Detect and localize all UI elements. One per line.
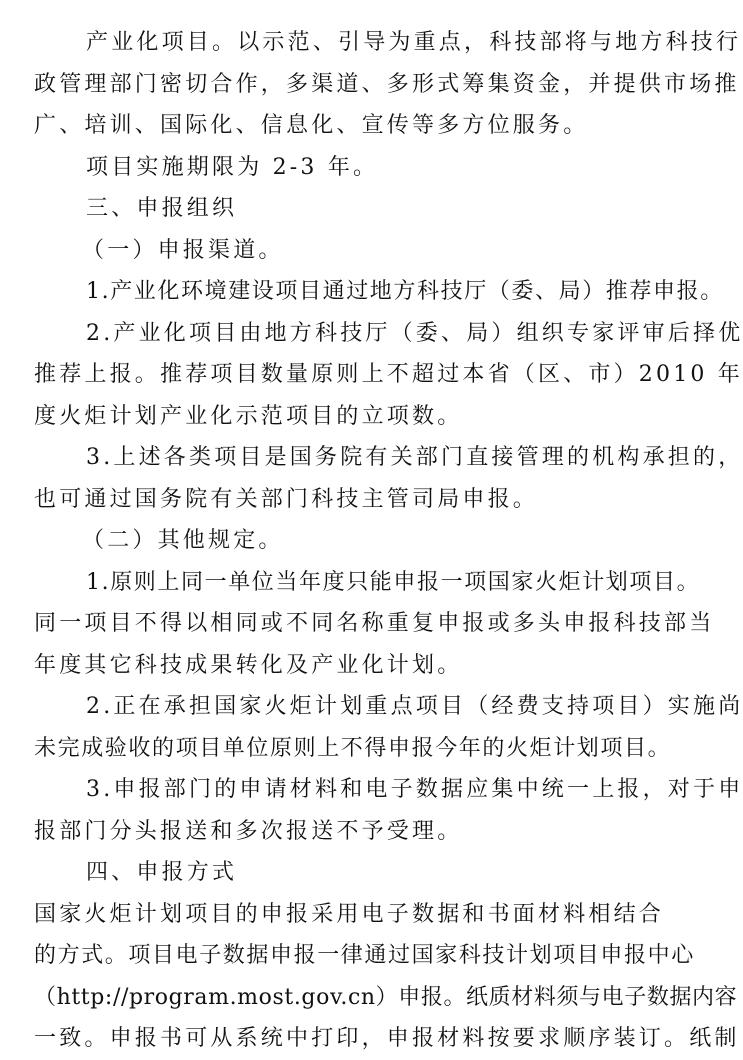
paragraph-line: 1.产业化环境建设项目通过地方科技厅（委、局）推荐申报。 — [86, 279, 724, 304]
paragraph-line-with-url: （http://program.most.gov.cn）申报。纸质材料须与电子数据内容 — [34, 984, 738, 1010]
paragraph-line: 的方式。项目电子数据申报一律通过国家科技计划项目申报中心 — [34, 943, 695, 968]
section-heading: 三、申报组织 — [86, 196, 238, 221]
paragraph-line: 1.原则上同一单位当年度只能申报一项国家火炬计划项目。 — [86, 569, 701, 595]
paragraph-line: 一致。申报书可从系统中打印，申报材料按要求顺序装订。纸制 — [34, 1026, 740, 1051]
paragraph-line: 2.正在承担国家火炬计划重点项目（经费支持项目）实施尚 — [86, 694, 743, 719]
subsection-heading: （二）其他规定。 — [82, 528, 284, 553]
paragraph-line: 产业化项目。以示范、引导为重点，科技部将与地方科技行 — [86, 30, 742, 55]
paragraph-line: 报部门分头报送和多次报送不予受理。 — [34, 818, 463, 844]
paragraph-line: 也可通过国务院有关部门科技主管司局申报。 — [34, 486, 539, 512]
paragraph-line: 政管理部门密切合作，多渠道、多形式筹集资金，并提供市场推 — [34, 71, 740, 97]
paragraph-line: 3.申报部门的申请材料和电子数据应集中统一上报，对于申 — [86, 777, 743, 802]
paragraph-line: 年度其它科技成果转化及产业化计划。 — [34, 652, 463, 678]
paragraph-line: 项目实施期限为 2-3 年。 — [86, 154, 379, 180]
paragraph-line: 广、培训、国际化、信息化、宣传等多方位服务。 — [34, 113, 589, 138]
paragraph-line: 度火炬计划产业化示范项目的立项数。 — [34, 403, 463, 429]
paragraph-line: 国家火炬计划项目的申报采用电子数据和书面材料相结合 — [34, 901, 665, 927]
paragraph-line: 推荐上报。推荐项目数量原则上不超过本省（区、市）2010 年 — [34, 362, 743, 387]
paragraph-line: 同一项目不得以相同或不同名称重复申报或多头申报科技部当 — [34, 611, 715, 636]
paragraph-line: 未完成验收的项目单位原则上不得申报今年的火炬计划项目。 — [34, 735, 672, 761]
paragraph-line: 3.上述各类项目是国务院有关部门直接管理的机构承担的， — [86, 445, 743, 470]
section-heading: 四、申报方式 — [86, 860, 238, 885]
paragraph-line: 2.产业化项目由地方科技厅（委、局）组织专家评审后择优 — [86, 320, 743, 346]
subsection-heading: （一）申报渠道。 — [82, 237, 284, 263]
